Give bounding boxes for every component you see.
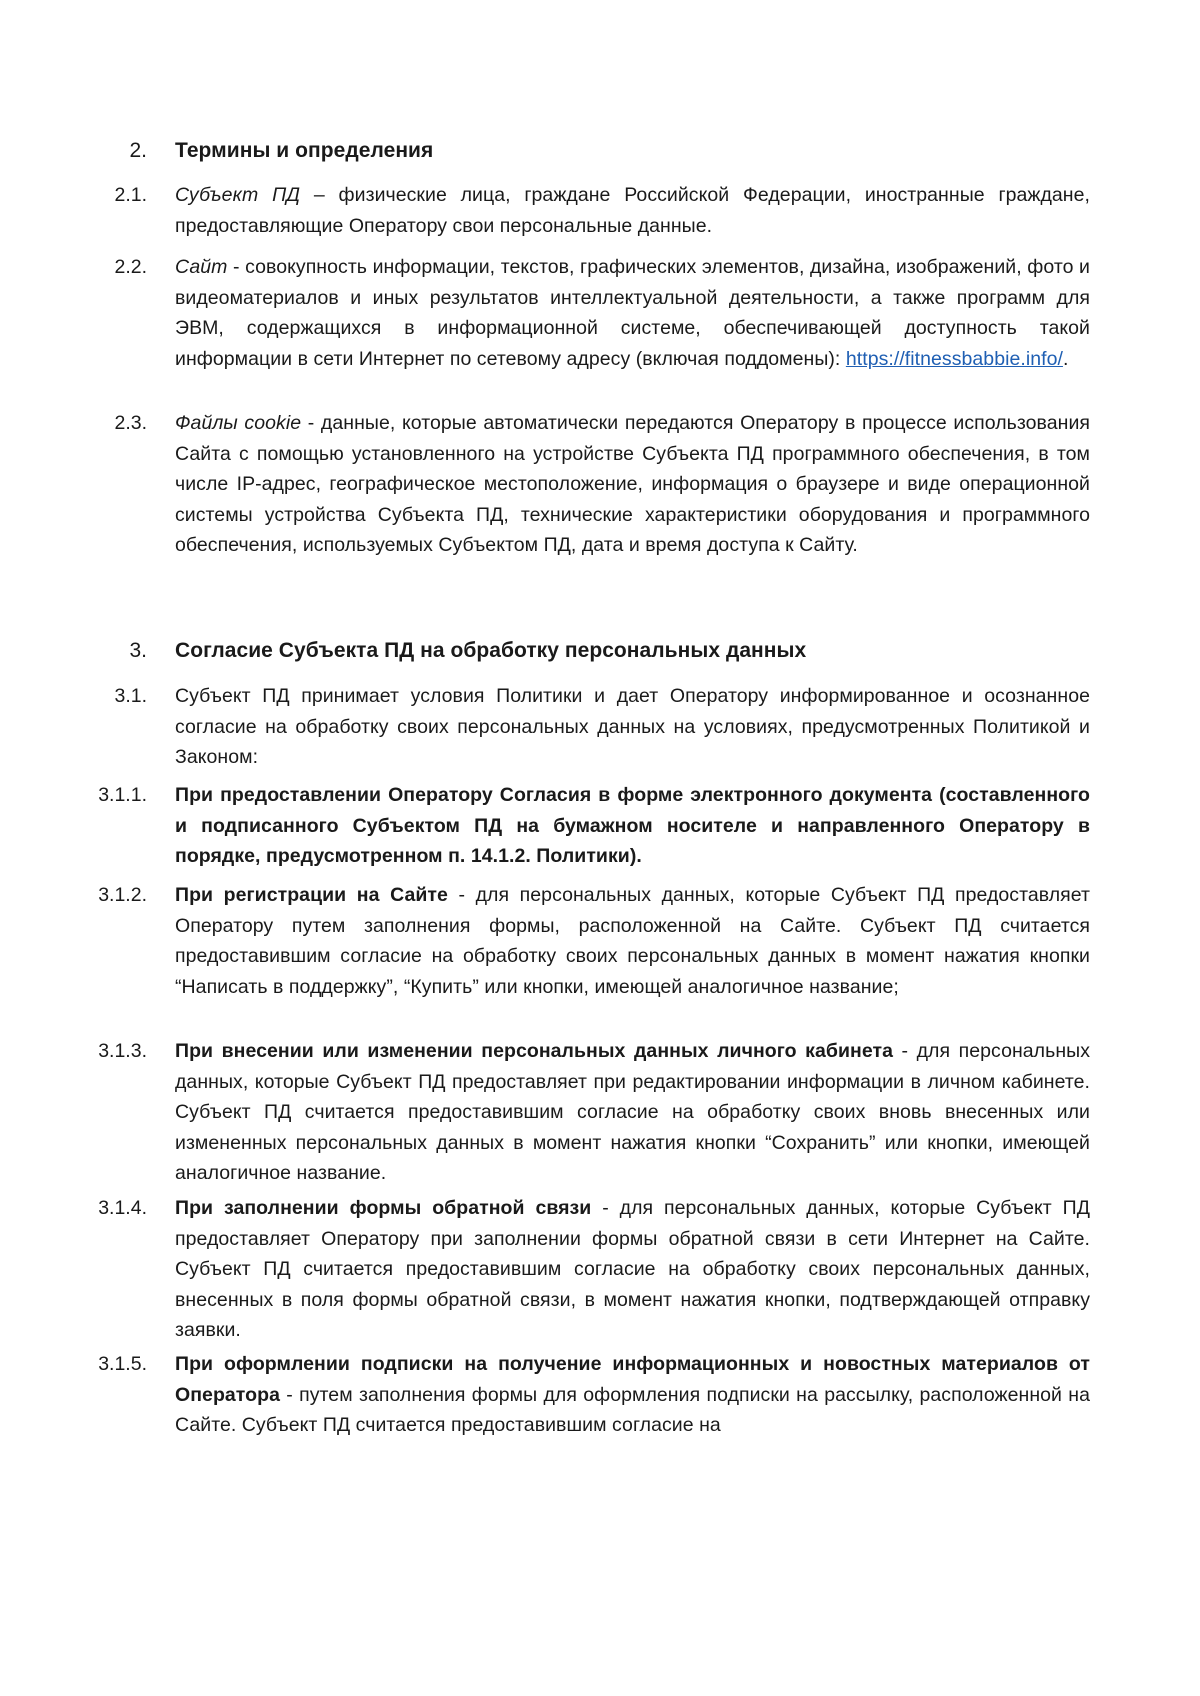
- term: Сайт: [175, 256, 228, 278]
- clause-text: [175, 408, 1090, 561]
- site-link[interactable]: https://fitnessbabbie.info/: [845, 347, 1063, 370]
- clause-2-1: [90, 180, 1090, 241]
- term: Файлы cookie: [175, 412, 302, 434]
- clause-text: [175, 880, 1090, 1002]
- clause-3-1: [90, 681, 1090, 773]
- definition-end: .: [1062, 347, 1069, 370]
- clause-text: [175, 252, 1090, 374]
- section-title: Согласие Субъекта ПД на обработку персональных данных: [175, 639, 807, 662]
- clause-3-1-1: [90, 780, 1090, 872]
- clause-number: 3.1.2.: [98, 884, 147, 906]
- clause-lead: При регистрации на Сайте: [175, 884, 448, 906]
- section-title: Термины и определения: [175, 139, 434, 162]
- clause-number: 2.1.: [114, 184, 147, 206]
- clause-number: 3.1.: [114, 685, 147, 707]
- section-number: 2.: [129, 139, 147, 162]
- clause-text: [175, 1349, 1090, 1441]
- clause-body: - путем заполнения формы для оформления подписки на рассылку, расположенной на Сайте. Субъект ПД считается предоставившим согласие на: [175, 1383, 1090, 1437]
- clause-text: Субъект ПД принимает условия Политики и дает Оператору информированное и осознанное согласие на обработку своих персональных данных на условиях, предусмотренных Политикой и Законом:: [175, 685, 1090, 769]
- definition: - данные, которые автоматически передаются Оператору в процессе использования Сайта с помощью установленного на устройстве Субъекта ПД программного обеспечения, в том числе IP-адрес, географическое местоположение, информация о браузере и виде операционной системы устройства Субъекта ПД, технические характеристики оборудования и программного обеспечения, используемых Субъектом ПД, дата и время доступа к Сайту.: [175, 412, 1090, 557]
- definition: – физические лица, граждане Российской Федерации, иностранные граждане, предоставляющие Оператору свои персональные данные.: [175, 184, 1090, 237]
- clause-number: 2.3.: [114, 412, 147, 434]
- term: Субъект ПД: [175, 184, 301, 206]
- clause-number: 3.1.1.: [98, 784, 147, 806]
- clause-body: - для персональных данных, которые Субъект ПД предоставляет Оператору путем заполнения формы, расположенной на Сайте. Субъект ПД считается предоставившим согласие на обработку своих персональных данных в момент нажатия кнопки “Написать в поддержку”, “Купить” или кнопки, имеющей аналогичное название;: [175, 884, 1090, 998]
- clause-3-1-4: [90, 1193, 1090, 1346]
- clause-number: 3.1.4.: [98, 1197, 147, 1219]
- clause-body: - для персональных данных, которые Субъект ПД предоставляет при редактировании информации в личном кабинете. Субъект ПД считается предоставившим согласие на обработку своих вновь внесенных или измененных персональных данных в момент нажатия кнопки “Сохранить” или кнопки, имеющей аналогичное название.: [175, 1040, 1090, 1185]
- clause-3-1-5: [90, 1349, 1090, 1441]
- section-heading-3: [90, 636, 1090, 667]
- clause-number: 3.1.3.: [98, 1040, 147, 1062]
- clause-lead: При внесении или изменении персональных данных личного кабинета: [175, 1040, 893, 1062]
- clause-text: [175, 1193, 1090, 1346]
- section-number: 3.: [129, 639, 147, 662]
- clause-3-1-3: [90, 1036, 1090, 1189]
- clause-body: - для персональных данных, которые Субъект ПД предоставляет Оператору при заполнении формы обратной связи в сети Интернет на Сайте. Субъект ПД считается предоставившим согласие на обработку своих персональных данных, внесенных в поля формы обратной связи, в момент нажатия кнопки, подтверждающей отправку заявки.: [175, 1197, 1090, 1342]
- clause-2-2: [90, 252, 1090, 374]
- section-heading-2: [90, 136, 1090, 167]
- clause-text: При предоставлении Оператору Согласия в форме электронного документа (составленного и подписанного Субъектом ПД на бумажном носителе и направленного Оператору в порядке, предусмотренном п. 14.1.2. Политики).: [175, 784, 1090, 868]
- clause-number: 2.2.: [114, 256, 147, 278]
- clause-2-3: [90, 408, 1090, 561]
- definition: - совокупность информации, текстов, графических элементов, дизайна, изображений, фото и видеоматериалов и иных результатов интеллектуальной деятельности, а также программ для ЭВМ, содержащихся в информационной системе, обеспечивающей доступность такой информации в сети Интернет по сетевому адресу (включая поддомены):: [175, 256, 1090, 370]
- clause-text: [175, 180, 1090, 241]
- clause-number: 3.1.5.: [98, 1353, 147, 1375]
- clause-3-1-2: [90, 880, 1090, 1002]
- clause-lead: При заполнении формы обратной связи: [175, 1197, 592, 1219]
- clause-lead: При оформлении подписки на получение информационных и новостных материалов от Оператора: [175, 1353, 1090, 1406]
- clause-text: [175, 1036, 1090, 1189]
